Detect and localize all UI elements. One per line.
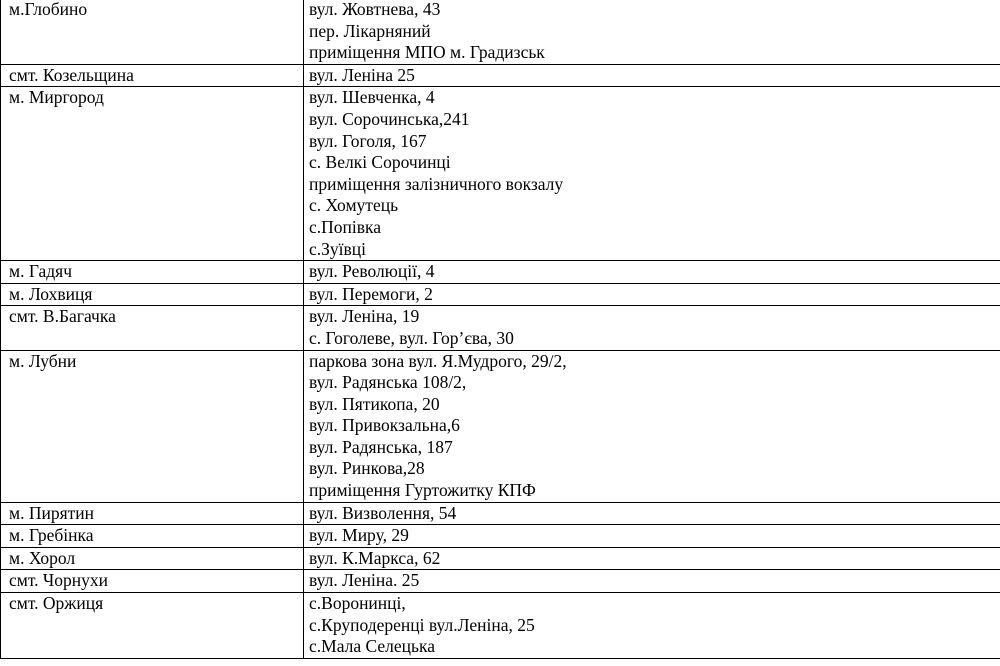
city-cell [1,0,304,64]
address-cell [304,547,1000,570]
address-line: приміщення залізничного вокзалу [309,173,564,194]
table-row [1,570,1000,593]
address-cell [304,87,1000,261]
city-cell [1,283,304,306]
city-cell [1,64,304,87]
address-cell [304,283,1000,306]
city-cell [1,525,304,548]
city-cell [1,350,304,502]
city-cell [1,87,304,261]
city-cell [1,306,304,350]
address-line: вул. Революції, 4 [309,261,435,282]
city-cell [1,593,304,659]
city-name: смт. В.Багачка [9,306,116,327]
table-row [1,306,1000,350]
address-line: вул. Радянська, 187 [309,436,453,457]
address-line: вул. Шевченка, 4 [309,87,435,108]
address-line: с.Воронинці, [309,593,406,614]
address-line: вул. Леніна, 19 [309,306,420,327]
city-name: смт. Оржиця [9,593,104,614]
address-line: приміщення Гуртожитку КПФ [309,480,536,501]
address-line: вул. Жовтнева, 43 [309,0,441,19]
address-line: вул. Привокзальна,6 [309,415,460,436]
locations-table-body [1,0,1000,658]
address-line: вул. Сорочинська,241 [309,108,470,129]
address-line: с.Попівка [309,216,382,237]
city-name: м. Лохвиця [9,283,93,304]
table-row [1,87,1000,261]
city-name: м. Гадяч [9,261,73,282]
city-name: м. Хорол [9,547,76,568]
address-line: вул. К.Маркса, 62 [309,547,441,568]
address-cell [304,64,1000,87]
address-line: вул. Перемоги, 2 [309,283,433,304]
table-row [1,547,1000,570]
table-row [1,283,1000,306]
address-line: с. Гоголеве, вул. Гор’єва, 30 [309,327,514,348]
city-name: м. Миргород [9,87,104,108]
address-cell [304,306,1000,350]
table-row [1,261,1000,284]
city-cell [1,502,304,525]
address-line: с. Велкі Сорочинці [309,152,451,173]
address-line: вул. Леніна 25 [309,64,415,85]
address-line: паркова зона вул. Я.Мудрого, 29/2, [309,350,567,371]
address-cell [304,0,1000,64]
table-row [1,525,1000,548]
address-cell [304,350,1000,502]
table-row [1,350,1000,502]
table-row [1,0,1000,64]
city-name: м. Пирятин [9,502,95,523]
address-line: вул. Ринкова,28 [309,458,425,479]
address-cell [304,502,1000,525]
address-line: с. Хомутець [309,195,399,216]
address-cell [304,525,1000,548]
address-line: с.Зуївці [309,238,367,259]
address-line: вул. Леніна. 25 [309,570,420,591]
address-line: приміщення МПО м. Градизськ [309,42,545,63]
address-line: вул. Гоголя, 167 [309,130,427,151]
address-line: с.Круподеренці вул.Леніна, 25 [309,614,535,635]
address-line: вул. Визволення, 54 [309,502,457,523]
city-name: м. Лубни [9,350,77,371]
address-line: вул. Пятикопа, 20 [309,393,440,414]
city-name: м. Гребінка [9,525,94,546]
address-cell [304,570,1000,593]
address-line: с.Мала Селецька [309,636,436,657]
table-row [1,593,1000,659]
address-cell [304,593,1000,659]
table-row [1,64,1000,87]
city-name: смт. Чорнухи [9,570,109,591]
address-line: вул. Радянська 108/2, [309,372,467,393]
city-cell [1,570,304,593]
city-name: смт. Козельщина [9,64,134,85]
table-row [1,502,1000,525]
address-cell [304,261,1000,284]
address-line: пер. Лікарняний [309,20,431,41]
address-line: вул. Миру, 29 [309,525,409,546]
city-name: м.Глобино [9,0,88,19]
city-cell [1,547,304,570]
city-cell [1,261,304,284]
